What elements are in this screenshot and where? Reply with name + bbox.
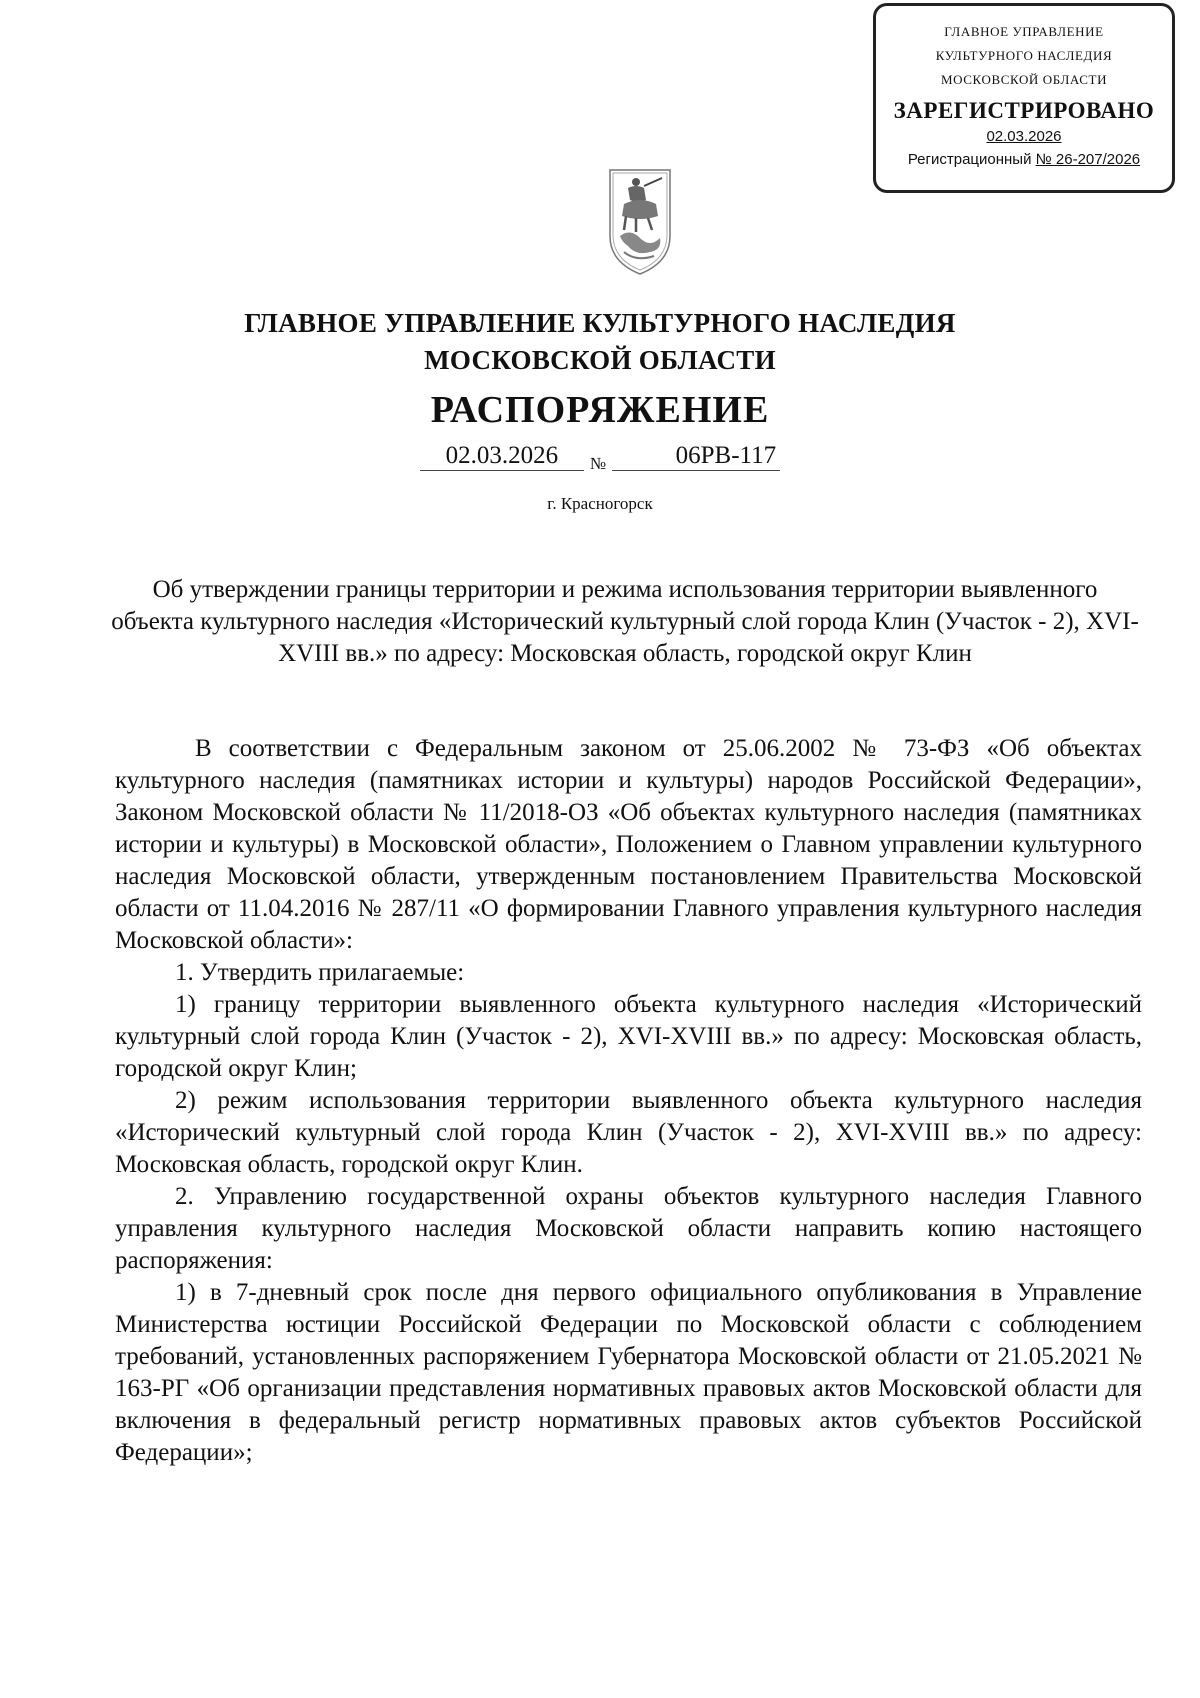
document-body [115, 733, 1142, 1469]
moscow-oblast-coat-of-arms-icon [606, 166, 674, 278]
agency-line: МОСКОВСКОЙ ОБЛАСТИ [424, 345, 776, 375]
document-city: г. Красногорск [547, 494, 653, 513]
document-number: 06РВ-117 [612, 442, 780, 471]
paragraph: 1) в 7-дневный срок после дня первого официального опубликования в Управление Министерства юстиции Российской Федерации по Московской области с соблюдением требований, установленных распоряжением Губернатора Московской области от 21.05.2021 № 163-РГ «Об организации представления нормативных правовых актов Московской области для включения в федеральный регистр нормативных правовых актов субъектов Российской Федерации»; [115, 1279, 1142, 1466]
document-type: РАСПОРЯЖЕНИЕ [430, 389, 770, 431]
document-date: 02.03.2026 [420, 442, 584, 471]
stamp-org-line: МОСКОВСКОЙ ОБЛАСТИ [940, 72, 1108, 87]
paragraph: В соответствии с Федеральным законом от 25.06.2002 № 73-ФЗ «Об объектах культурного наследия (памятниках истории и культуры) народов Российской Федерации», Законом Московской области № 11/2018-ОЗ «Об объектах культурного наследия (памятниках истории и культуры) в Московской области», Положением о Главном управлении культурного наследия Московской области, утвержденным постановлением Правительства Московской области от 11.04.2016 № 287/11 «О формировании Главного управления культурного наследия Московской области»: [115, 735, 1142, 954]
stamp-date: 02.03.2026 [986, 128, 1062, 145]
paragraph: 2) режим использования территории выявленного объекта культурного наследия «Исторический культурный слой города Клин (Участок - 2), XVI-XVIII вв.» по адресу: Московская область, городской округ Клин. [115, 1087, 1142, 1178]
stamp-org-line: КУЛЬТУРНОГО НАСЛЕДИЯ [935, 48, 1113, 63]
stamp-reg-number: № 26-207/2026 [1035, 151, 1141, 168]
paragraph: 2. Управлению государственной охраны объектов культурного наследия Главного управления культурного наследия Московской области направить копию настоящего распоряжения: [115, 1183, 1142, 1274]
agency-line: ГЛАВНОЕ УПРАВЛЕНИЕ КУЛЬТУРНОГО НАСЛЕДИЯ [244, 308, 956, 338]
stamp-organization [876, 20, 1172, 92]
stamp-org-line: ГЛАВНОЕ УПРАВЛЕНИЕ [944, 24, 1104, 39]
paragraph: 1) границу территории выявленного объекта культурного наследия «Исторический культурный слой города Клин (Участок - 2), XVI-XVIII вв.» по адресу: Московская область, городской округ Клин; [115, 991, 1142, 1082]
number-sign: № [589, 454, 607, 473]
registration-stamp [873, 3, 1175, 193]
stamp-status: ЗАРЕГИСТРИРОВАНО [893, 98, 1155, 123]
document-title: Об утверждении границы территории и режима использования территории выявленного объекта культурного наследия «Исторический культурный слой города Клин (Участок - 2), XVI-XVIII вв.» по адресу: Московская область, городской округ Клин [111, 576, 1139, 667]
issuing-agency [0, 305, 1200, 379]
stamp-registration-number [876, 151, 1172, 168]
stamp-reg-label: Регистрационный [907, 151, 1032, 168]
document-date-number [0, 442, 1200, 471]
paragraph: 1. Утвердить прилагаемые: [175, 959, 465, 986]
